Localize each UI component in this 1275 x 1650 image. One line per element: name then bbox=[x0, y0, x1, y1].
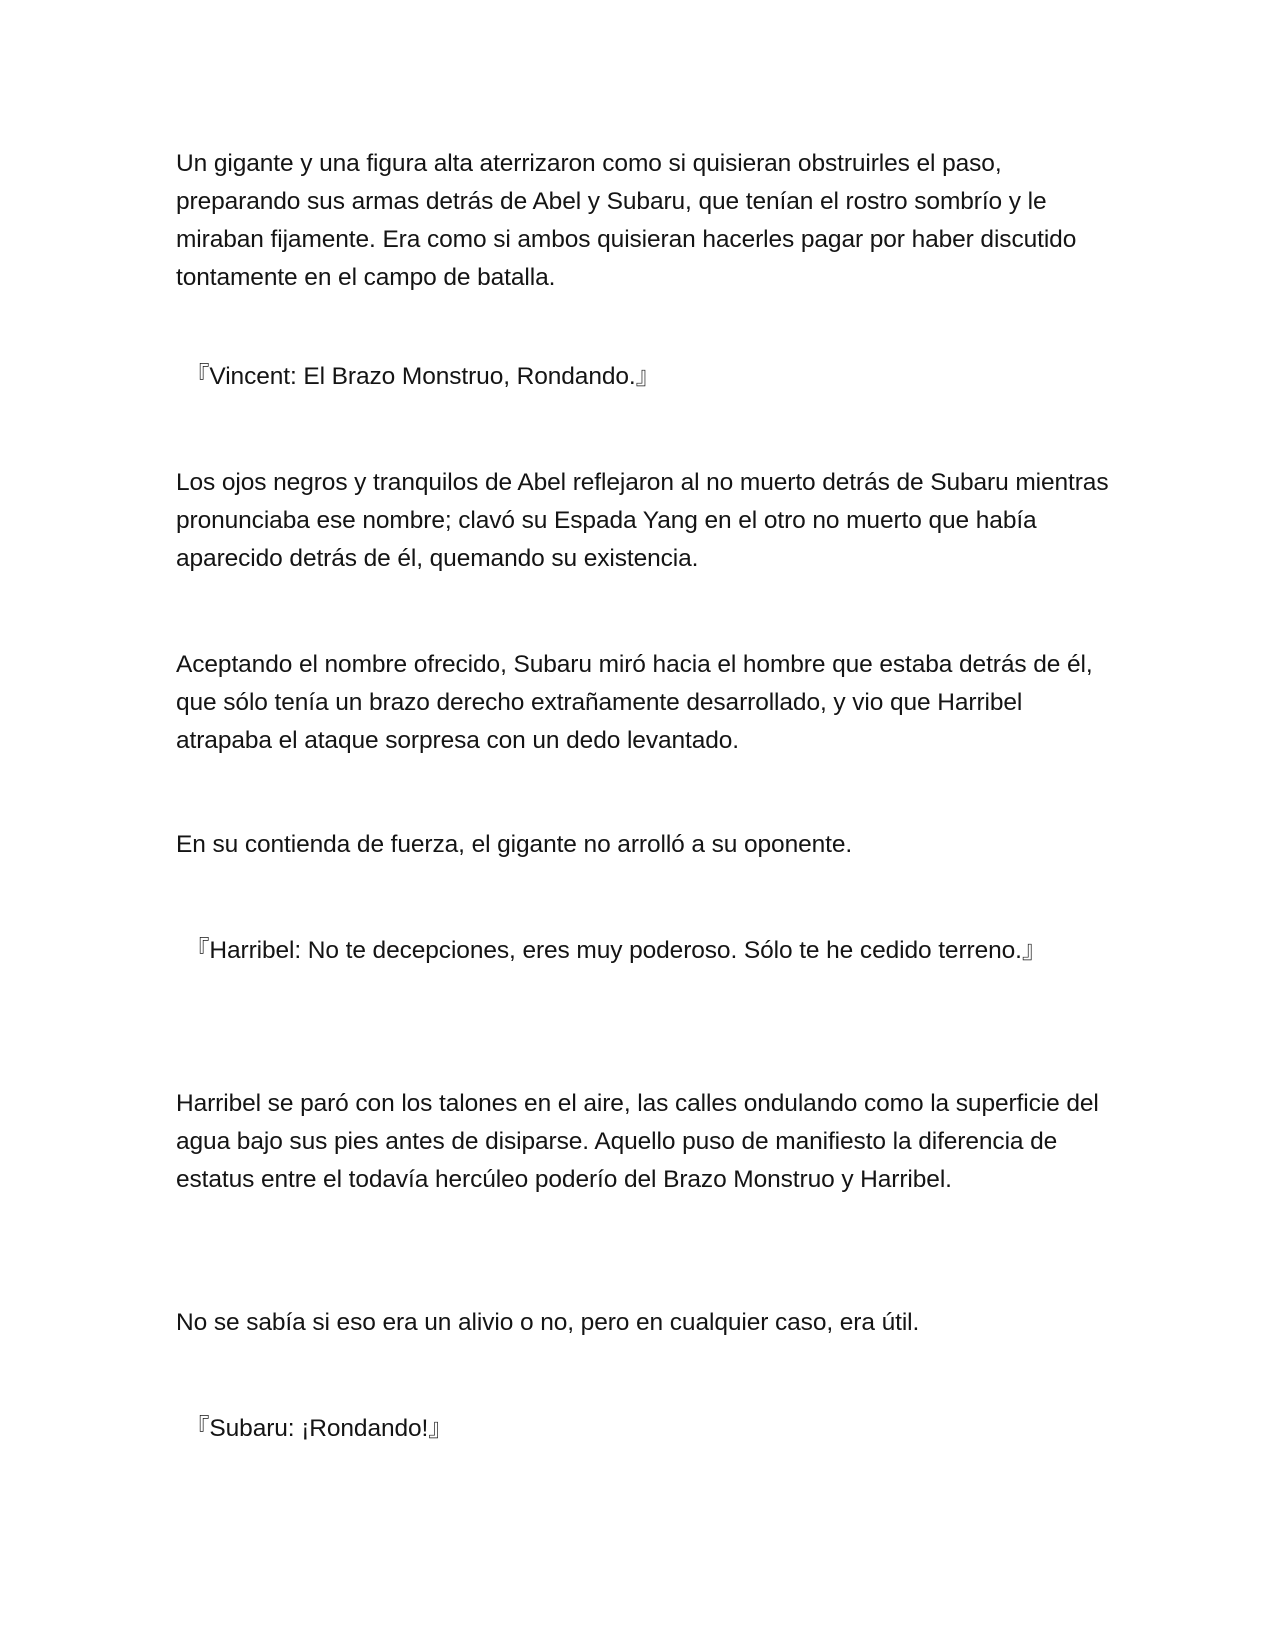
paragraph-5: Harribel se paró con los talones en el aire, las calles ondulando como la superficie del agua bajo sus pies antes de disiparse. Aquello puso de manifiesto la diferencia de estatus entre el todavía hercúleo poderío del Brazo Monstruo y Harribel. bbox=[176, 1090, 1099, 1193]
dialogue-subaru: 『Subaru: ¡Rondando!』 bbox=[185, 1415, 453, 1442]
paragraph-2: Los ojos negros y tranquilos de Abel reflejaron al no muerto detrás de Subaru mientras pronunciaba ese nombre; clavó su Espada Yang en el otro no muerto que había aparecido detrás de él, quemando su existencia. bbox=[176, 469, 1109, 572]
dialogue-vincent: 『Vincent: El Brazo Monstruo, Rondando.』 bbox=[185, 363, 661, 390]
dialogue-harribel: 『Harribel: No te decepciones, eres muy poderoso. Sólo te he cedido terreno.』 bbox=[185, 937, 1047, 964]
paragraph-6: No se sabía si eso era un alivio o no, pero en cualquier caso, era útil. bbox=[176, 1309, 920, 1336]
paragraph-3: Aceptando el nombre ofrecido, Subaru miró hacia el hombre que estaba detrás de él, que sólo tenía un brazo derecho extrañamente desarrollado, y vio que Harribel atrapaba el ataque sorpresa con un dedo levantado. bbox=[176, 651, 1093, 754]
paragraph-4: En su contienda de fuerza, el gigante no arrolló a su oponente. bbox=[176, 831, 853, 858]
paragraph-1: Un gigante y una figura alta aterrizaron como si quisieran obstruirles el paso, preparando sus armas detrás de Abel y Subaru, que tenían el rostro sombrío y le miraban fijamente. Era como si ambos quisieran hacerles pagar por haber discutido tontamente en el campo de batalla. bbox=[176, 150, 1077, 291]
